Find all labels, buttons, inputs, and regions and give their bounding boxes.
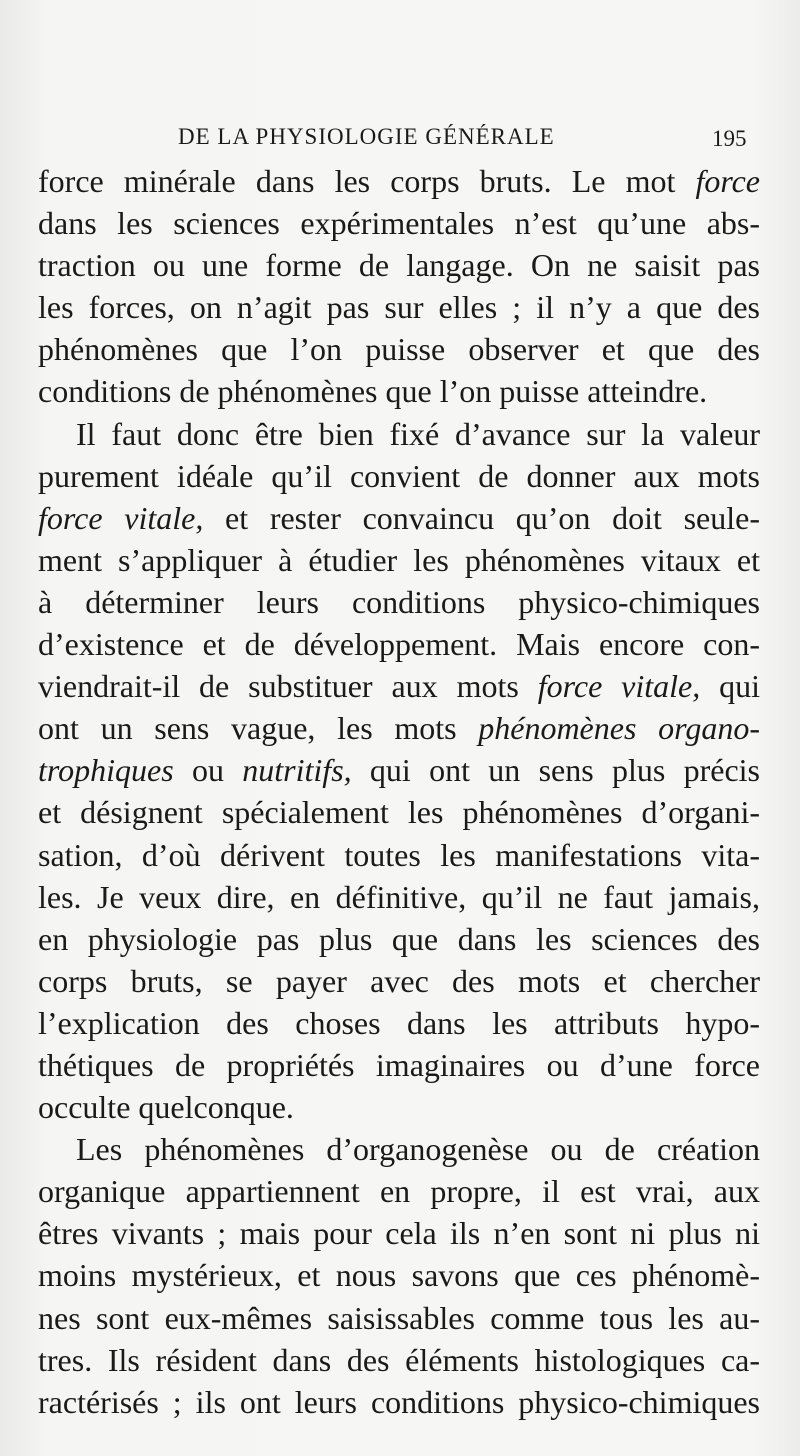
- text-segment: qui ont un sens plus précis: [351, 752, 761, 789]
- italic-text: force: [695, 163, 760, 199]
- text-line: [38, 1381, 760, 1423]
- text-line: [38, 244, 760, 286]
- text-segment: l’explication des choses dans les attributs hypo-: [38, 1004, 760, 1041]
- text-line: [38, 497, 760, 539]
- text-segment: ont un sens vague, les mots: [38, 710, 479, 747]
- text-segment: thétiques de propriétés imaginaires ou d’une force: [38, 1046, 760, 1083]
- text-line: [38, 834, 760, 876]
- text-segment: organique appartiennent en propre, il est vrai, aux: [38, 1173, 760, 1210]
- text-segment: moins mystérieux, et nous savons que ces phénomè-: [38, 1257, 760, 1294]
- text-line: [38, 1002, 760, 1044]
- text-segment: phénomènes que l’on puisse observer et que des: [38, 331, 760, 368]
- text-line: [38, 1044, 760, 1086]
- text-segment: sation, d’où dérivent toutes les manifestations vita-: [38, 836, 760, 873]
- text-segment: traction ou une forme de langage. On ne saisit pas: [38, 247, 760, 284]
- text-line: [38, 707, 760, 749]
- text-segment: êtres vivants ; mais pour cela ils n’en sont ni plus ni: [38, 1215, 760, 1252]
- text-segment: et rester convaincu qu’on doit seule-: [203, 499, 761, 536]
- text-line: [38, 1297, 760, 1339]
- italic-text: force vitale,: [38, 499, 204, 536]
- text-segment: qui: [700, 668, 761, 705]
- text-line: [38, 286, 760, 328]
- text-line: [38, 749, 760, 791]
- text-line: [38, 1212, 760, 1254]
- text-line: [38, 328, 760, 370]
- text-segment: d’existence et de développement. Mais encore con-: [38, 626, 760, 663]
- text-line: [38, 1086, 760, 1128]
- text-line: [38, 1128, 760, 1170]
- text-segment: ment s’appliquer à étudier les phénomènes vitaux et: [38, 541, 760, 578]
- italic-text: phénomènes organo-: [478, 710, 761, 747]
- italic-text: force vitale,: [537, 668, 701, 705]
- text-line: [38, 665, 760, 707]
- text-line: [38, 413, 760, 455]
- text-line: [38, 1254, 760, 1296]
- text-segment: corps bruts, se payer avec des mots et chercher: [38, 962, 760, 999]
- text-segment: nes sont eux-mêmes saisissables comme tous les au-: [38, 1299, 760, 1336]
- text-segment: et désignent spécialement les phénomènes d’organi-: [38, 794, 760, 831]
- text-segment: Il faut donc être bien fixé d’avance sur la valeur: [76, 415, 760, 452]
- text-segment: à déterminer leurs conditions physico-chimiques: [38, 583, 760, 620]
- text-line: [38, 160, 760, 202]
- running-title: DE LA PHYSIOLOGIE GÉNÉRALE: [178, 124, 555, 149]
- text-segment: purement idéale qu’il convient de donner aux mots: [38, 457, 760, 494]
- text-line: [38, 960, 760, 1002]
- text-segment: occulte quelconque.: [38, 1089, 294, 1126]
- text-segment: force minérale dans les corps bruts. Le mot: [38, 163, 696, 199]
- text-line: [38, 202, 760, 244]
- italic-text: trophiques: [38, 752, 174, 789]
- text-line: [38, 370, 760, 412]
- text-segment: tres. Ils résident dans des éléments histologiques ca-: [38, 1341, 760, 1378]
- body-text: [38, 160, 760, 1423]
- text-line: [38, 455, 760, 497]
- page-number: 195: [712, 126, 747, 151]
- text-line: [38, 581, 760, 623]
- text-line: [38, 1339, 760, 1381]
- text-segment: Les phénomènes d’organogenèse ou de création: [76, 1131, 760, 1168]
- text-line: [38, 791, 760, 833]
- text-line: [38, 623, 760, 665]
- text-line: [38, 539, 760, 581]
- italic-text: nutritifs,: [242, 752, 352, 789]
- text-segment: viendrait-il de substituer aux mots: [38, 668, 538, 705]
- text-segment: dans les sciences expérimentales n’est qu’une abs-: [38, 205, 760, 242]
- text-segment: ractérisés ; ils ont leurs conditions physico-chimiques: [38, 1383, 760, 1420]
- text-line: [38, 1170, 760, 1212]
- text-line: [38, 876, 760, 918]
- text-segment: les. Je veux dire, en définitive, qu’il ne faut jamais,: [38, 878, 760, 915]
- text-line: [38, 918, 760, 960]
- text-segment: en physiologie pas plus que dans les sciences des: [38, 920, 760, 957]
- text-segment: les forces, on n’agit pas sur elles ; il n’y a que des: [38, 289, 760, 326]
- text-segment: conditions de phénomènes que l’on puisse atteindre.: [38, 373, 708, 410]
- text-segment: ou: [173, 752, 243, 789]
- running-head: [0, 118, 800, 158]
